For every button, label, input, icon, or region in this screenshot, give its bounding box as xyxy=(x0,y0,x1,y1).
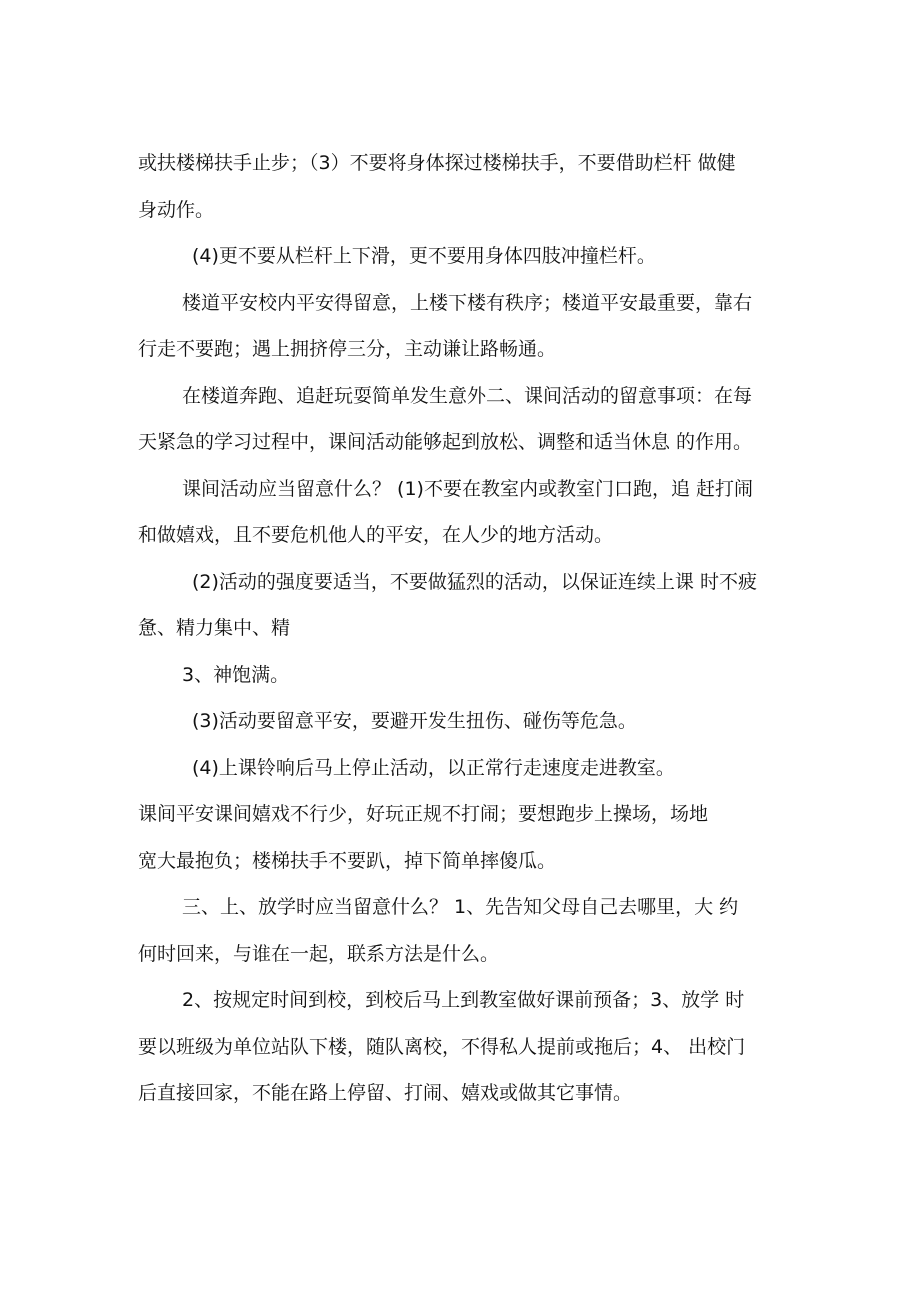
text-line: 行走不要跑；遇上拥挤停三分，主动谦让路畅通。 xyxy=(138,338,557,360)
paragraph-3 xyxy=(138,280,798,373)
text-line: 在楼道奔跑、追赶玩耍简单发生意外二、课间活动的留意事项：在每 xyxy=(182,384,753,407)
text-line: (4)更不要从栏杆上下滑，更不要用身体四肢冲撞栏杆。 xyxy=(192,245,656,267)
text-line: 3、神饱满。 xyxy=(182,663,290,686)
paragraph-8 xyxy=(138,698,798,745)
text-line: 课间活动应当留意什么？ (1)不要在教室内或教室门口跑，追 赶打闹 xyxy=(182,477,753,500)
text-line: 宽大最抱负；楼梯扶手不要趴，掉下简单摔傻瓜。 xyxy=(138,849,557,872)
text-line: 2、按规定时间到校，到校后马上到教室做好课前预备；3、放学 时 xyxy=(182,989,745,1011)
text-line: 天紧急的学习过程中，课间活动能够起到放松、调整和适当休息 的作用。 xyxy=(138,431,753,453)
text-line: 要以班级为单位站队下楼，随队离校，不得私人提前或拖后；4、 出校门 xyxy=(138,1035,746,1058)
text-line: 三、上、放学时应当留意什么？ 1、先告知父母自己去哪里，大 约 xyxy=(182,896,739,918)
paragraph-9 xyxy=(138,745,798,792)
document-body xyxy=(138,140,798,1117)
paragraph-1 xyxy=(138,140,798,233)
paragraph-11 xyxy=(138,884,798,977)
text-line: 身动作。 xyxy=(138,198,215,221)
paragraph-12 xyxy=(138,977,798,1117)
text-line: (4)上课铃响后马上停止活动，以正常行走速度走进教室。 xyxy=(192,756,675,779)
text-line: 何时回来，与谁在一起，联系方法是什么。 xyxy=(138,942,500,965)
paragraph-4 xyxy=(138,373,798,466)
paragraph-6 xyxy=(138,559,798,652)
text-line: 和做嬉戏，且不要危机他人的平安，在人少的地方活动。 xyxy=(138,524,614,546)
paragraph-5 xyxy=(138,466,798,559)
paragraph-10 xyxy=(138,791,798,884)
text-line: (2)活动的强度要适当，不要做猛烈的活动，以保证连续上课 时不疲 xyxy=(192,570,757,593)
paragraph-2 xyxy=(138,233,798,280)
text-line: 惫、精力集中、精 xyxy=(138,617,291,639)
text-line: 后直接回家，不能在路上停留、打闹、嬉戏或做其它事情。 xyxy=(138,1082,633,1104)
text-line: (3)活动要留意平安，要避开发生扭伤、碰伤等危急。 xyxy=(192,710,637,732)
paragraph-7 xyxy=(138,652,798,699)
text-line: 或扶楼梯扶手止步；（3）不要将身体探过楼梯扶手，不要借助栏杆 做健 xyxy=(138,152,736,174)
text-line: 楼道平安校内平安得留意，上楼下楼有秩序；楼道平安最重要，靠右 xyxy=(182,291,753,314)
text-line: 课间平安课间嬉戏不行少，好玩正规不打闹；要想跑步上操场，场地 xyxy=(138,803,709,825)
